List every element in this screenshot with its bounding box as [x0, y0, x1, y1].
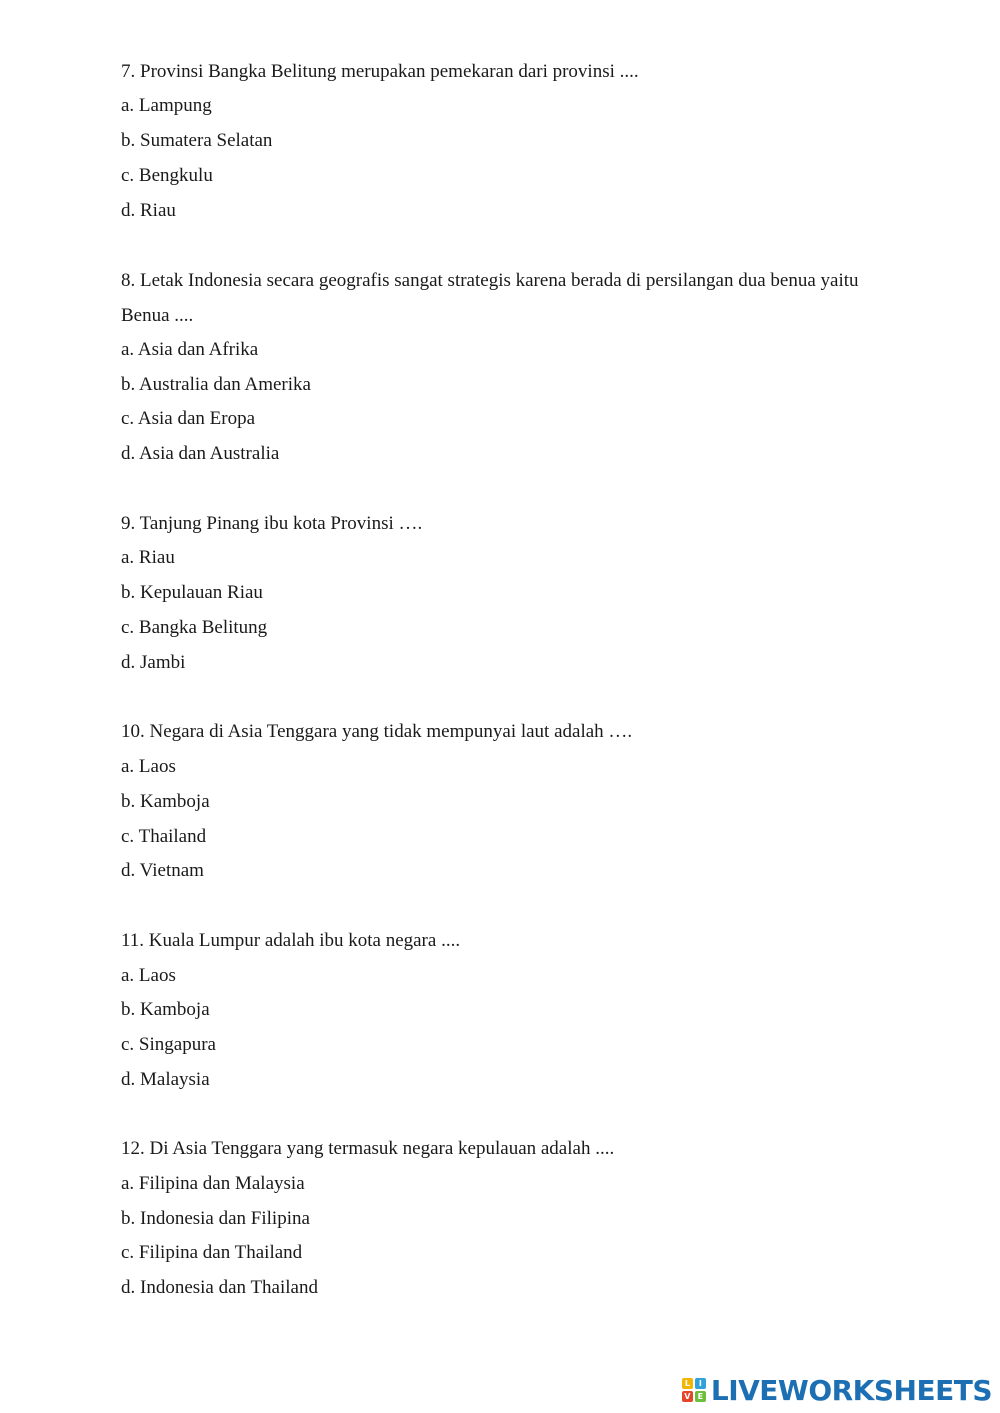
- question-10-option-c[interactable]: c. Thailand: [121, 826, 207, 847]
- liveworksheets-mark-icon: [682, 1378, 706, 1402]
- logo-letter-l: L: [682, 1378, 693, 1389]
- question-11-option-d[interactable]: d. Malaysia: [121, 1069, 210, 1090]
- question-10-option-d[interactable]: d. Vietnam: [121, 860, 204, 881]
- question-8-option-a[interactable]: a. Asia dan Afrika: [121, 339, 259, 360]
- question-10-prompt: 10. Negara di Asia Tenggara yang tidak mempunyai laut adalah ….: [121, 721, 633, 742]
- question-12-option-c[interactable]: c. Filipina dan Thailand: [121, 1242, 303, 1263]
- question-8-prompt: 8. Letak Indonesia secara geografis sangat strategis karena berada di persilangan dua benua yaitu: [121, 270, 859, 291]
- question-8-option-c[interactable]: c. Asia dan Eropa: [121, 408, 256, 429]
- question-12-prompt: 12. Di Asia Tenggara yang termasuk negara kepulauan adalah ....: [121, 1138, 615, 1159]
- logo-letter-e: E: [695, 1391, 706, 1402]
- question-9-option-a[interactable]: a. Riau: [121, 547, 175, 568]
- question-12-option-b[interactable]: b. Indonesia dan Filipina: [121, 1208, 310, 1229]
- question-7-prompt: 7. Provinsi Bangka Belitung merupakan pemekaran dari provinsi ....: [121, 61, 639, 82]
- question-8-option-b[interactable]: b. Australia dan Amerika: [121, 374, 311, 395]
- liveworksheets-logo: [682, 1373, 992, 1407]
- logo-letter-v: V: [682, 1391, 693, 1402]
- question-7-option-c[interactable]: c. Bengkulu: [121, 165, 213, 186]
- question-7-option-a[interactable]: a. Lampung: [121, 95, 212, 116]
- question-11-option-b[interactable]: b. Kamboja: [121, 999, 210, 1020]
- question-8-prompt-continued: Benua ....: [121, 305, 194, 326]
- liveworksheets-wordmark: LIVEWORKSHEETS: [710, 1373, 992, 1407]
- question-7-option-d[interactable]: d. Riau: [121, 200, 176, 221]
- question-9-option-d[interactable]: d. Jambi: [121, 652, 186, 673]
- question-9-option-b[interactable]: b. Kepulauan Riau: [121, 582, 263, 603]
- question-10-option-a[interactable]: a. Laos: [121, 756, 176, 777]
- question-8-option-d[interactable]: d. Asia dan Australia: [121, 443, 280, 464]
- question-12-option-d[interactable]: d. Indonesia dan Thailand: [121, 1277, 318, 1298]
- logo-letter-i: I: [695, 1378, 706, 1389]
- question-11-prompt: 11. Kuala Lumpur adalah ibu kota negara ....: [121, 930, 461, 951]
- question-11-option-a[interactable]: a. Laos: [121, 965, 176, 986]
- question-12-option-a[interactable]: a. Filipina dan Malaysia: [121, 1173, 305, 1194]
- question-9-option-c[interactable]: c. Bangka Belitung: [121, 617, 268, 638]
- question-11-option-c[interactable]: c. Singapura: [121, 1034, 216, 1055]
- question-7-option-b[interactable]: b. Sumatera Selatan: [121, 130, 273, 151]
- question-10-option-b[interactable]: b. Kamboja: [121, 791, 210, 812]
- question-9-prompt: 9. Tanjung Pinang ibu kota Provinsi ….: [121, 513, 423, 534]
